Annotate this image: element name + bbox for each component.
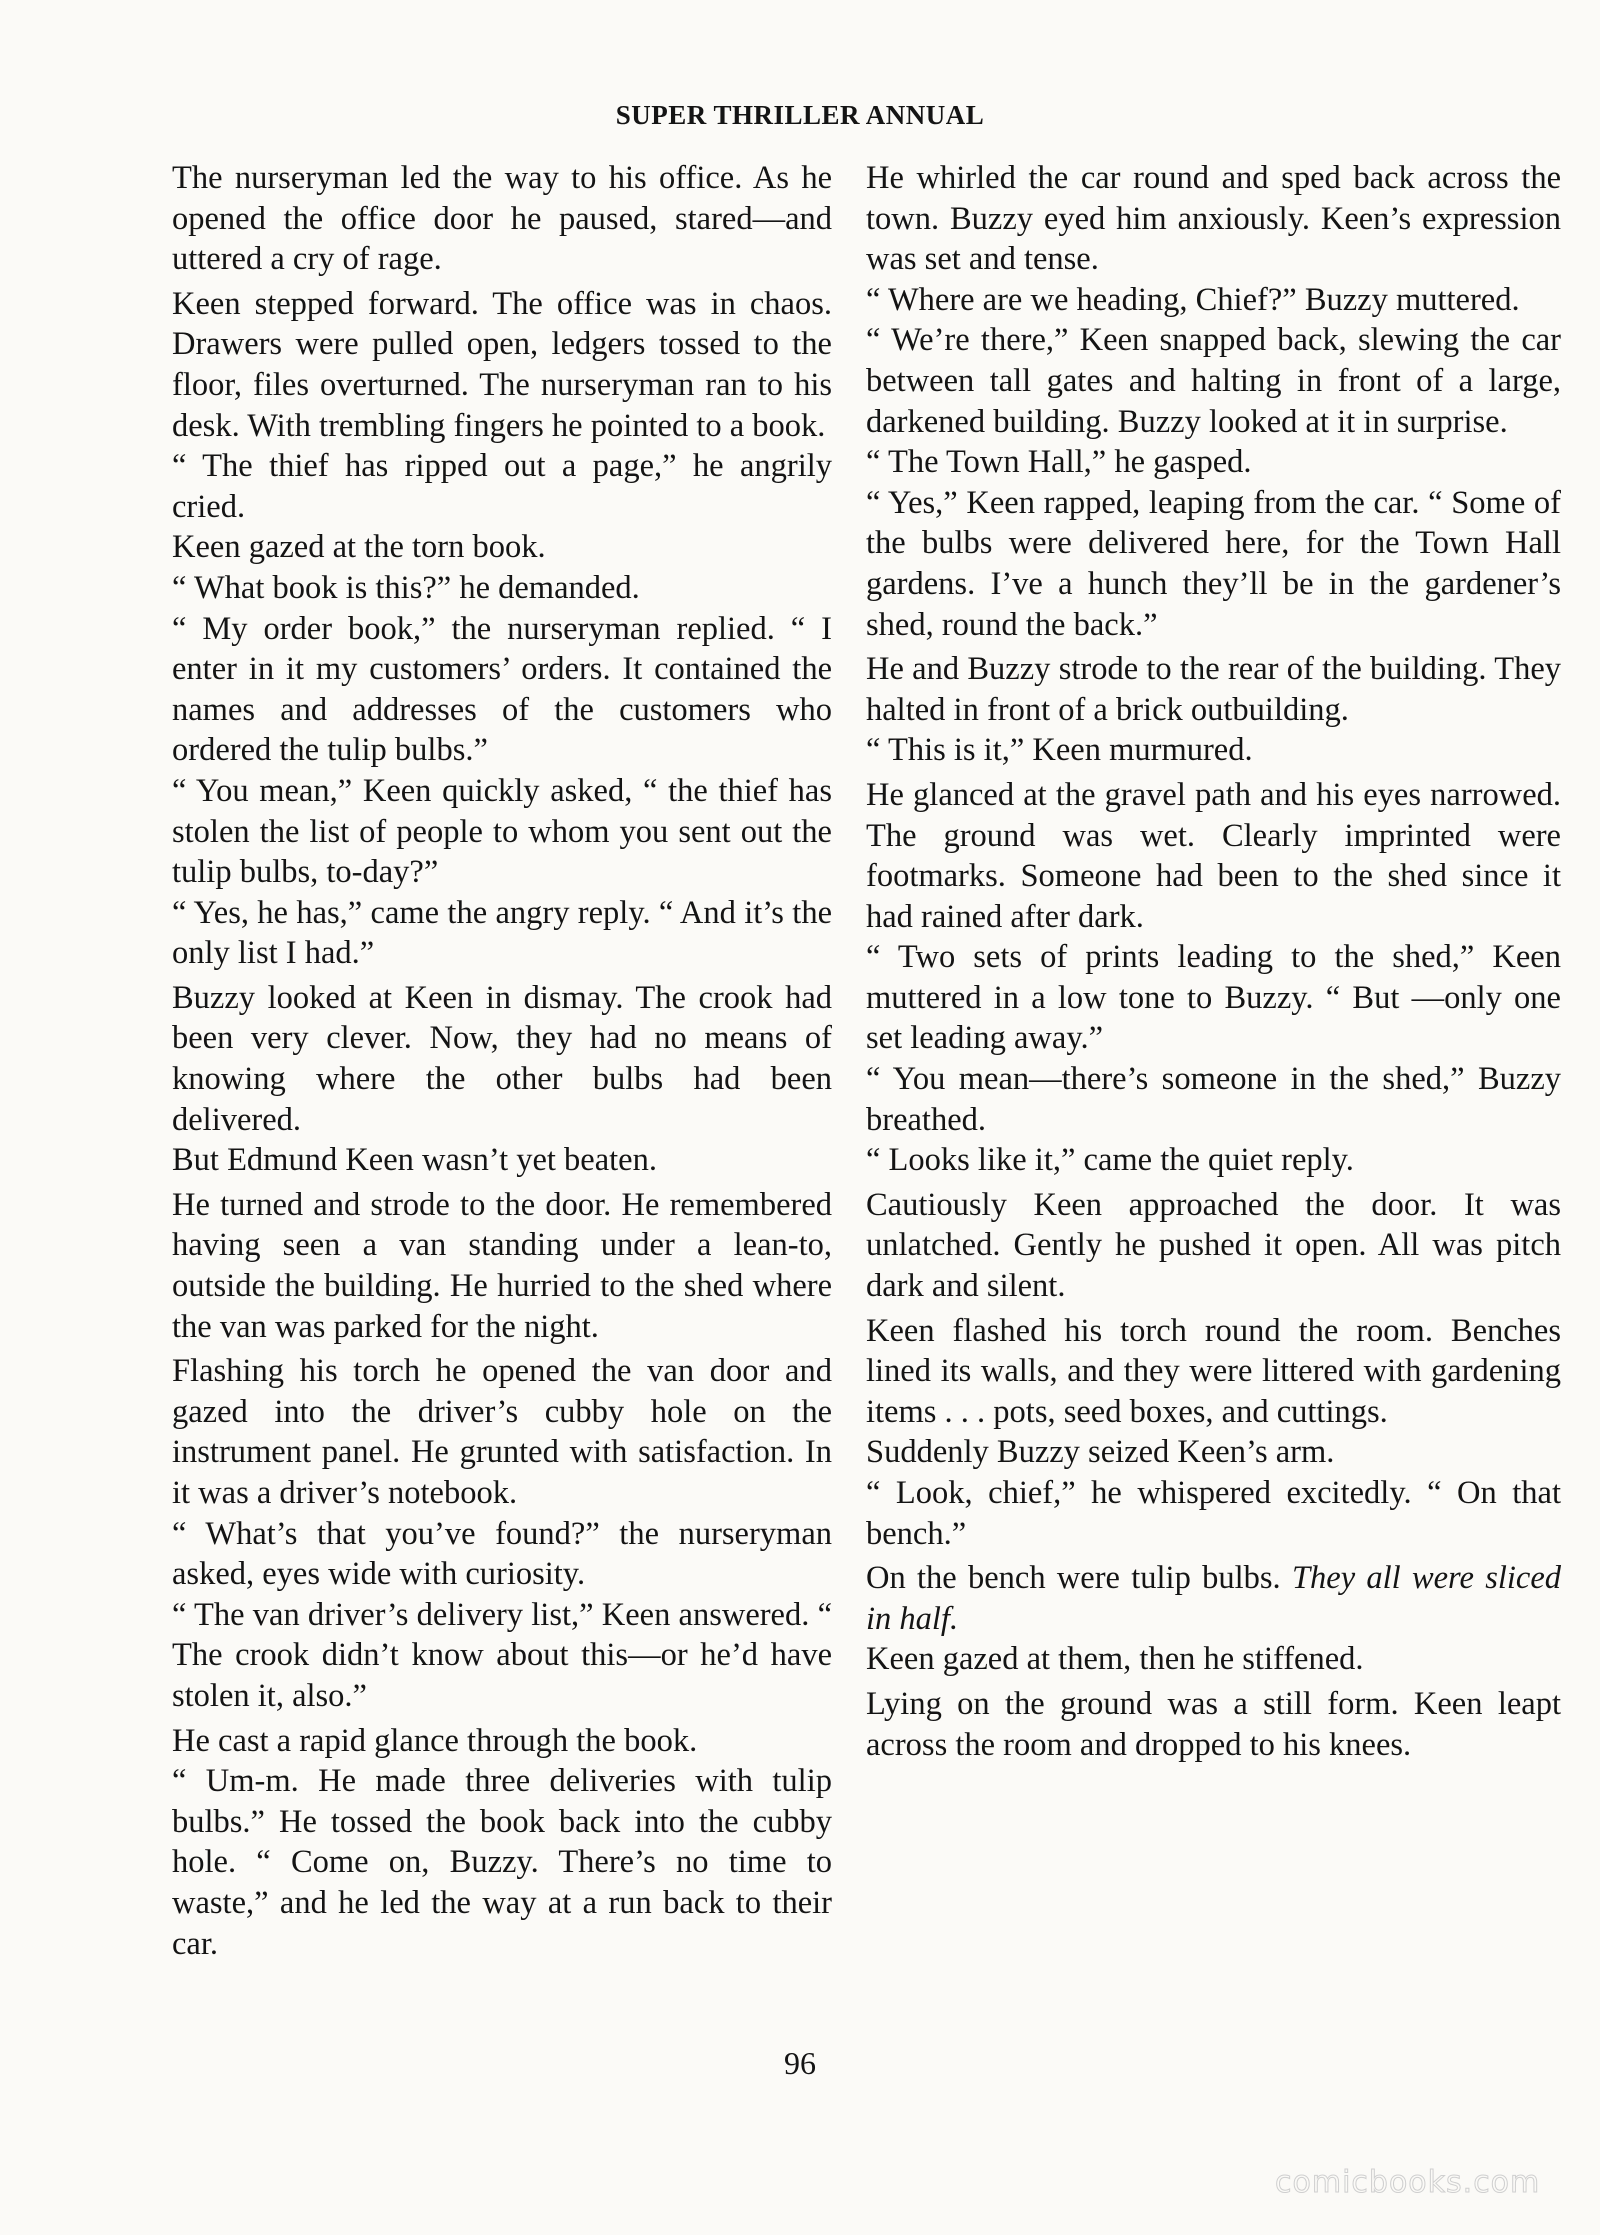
paragraph: “ Where are we heading, Chief?” Buzzy muttered. (866, 281, 1520, 318)
paragraph: He glanced at the gravel path and his eyes narrowed. The ground was wet. Clearly imprinted were footmarks. Someone had been to the shed since it had rained after dark. (866, 776, 1561, 935)
paragraph: “ Um-m. He made three deliveries with tulip bulbs.” He tossed the book back into the cubby hole. “ Come on, Buzzy. There’s no time to waste,” and he led the way at a run back to their car. (172, 1763, 832, 1962)
paragraph: Keen stepped forward. The office was in chaos. Drawers were pulled open, ledgers tossed to the floor, files overturned. The nurseryman ran to his desk. With trembling fingers he pointed to a book. (172, 285, 832, 444)
paragraph-with-italic (866, 1558, 1561, 1639)
paragraph: He turned and strode to the door. He remembered having seen a van standing under a lean-to, outside the building. He hurried to the shed where the van was parked for the night. (172, 1186, 832, 1345)
paragraph: Keen flashed his torch round the room. Benches lined its walls, and they were littered with gardening items . . . pots, seed boxes, and cuttings. (866, 1312, 1561, 1430)
paragraph: He and Buzzy strode to the rear of the building. They halted in front of a brick outbuilding. (866, 651, 1561, 728)
paragraph: “ The thief has ripped out a page,” he angrily cried. (172, 448, 832, 525)
paragraph: Suddenly Buzzy seized Keen’s arm. (866, 1434, 1335, 1471)
paragraph: Flashing his torch he opened the van door and gazed into the driver’s cubby hole on the instrument panel. He grunted with satisfaction. In it was a driver’s notebook. (172, 1353, 832, 1511)
paragraph: “ You mean,” Keen quickly asked, “ the thief has stolen the list of people to whom you sent out the tulip bulbs, to-day?” (172, 772, 832, 891)
paragraph: “ The van driver’s delivery list,” Keen answered. “ The crook didn’t know about this—or he’d have stolen it, also.” (172, 1596, 832, 1714)
paragraph: He whirled the car round and sped back across the town. Buzzy eyed him anxiously. Keen’s expression was set and tense. (866, 160, 1561, 278)
paragraph: “ Two sets of prints leading to the shed,” Keen muttered in a low tone to Buzzy. “ But —only one set leading away.” (866, 939, 1561, 1057)
watermark: comicbooks.com (1275, 2165, 1541, 2200)
paragraph: Keen gazed at them, then he stiffened. (866, 1641, 1364, 1678)
paragraph: But Edmund Keen wasn’t yet beaten. (172, 1142, 657, 1179)
paragraph: “ We’re there,” Keen snapped back, slewing the car between tall gates and halting in front of a large, darkened building. Buzzy looked at it in surprise. (866, 322, 1561, 440)
left-text-column (172, 158, 832, 1964)
paragraph: “ What book is this?” he demanded. (172, 569, 640, 606)
paragraph: “ My order book,” the nurseryman replied. “ I enter in it my customers’ orders. It contained the names and addresses of the customers who ordered the tulip bulbs.” (172, 610, 832, 769)
paragraph: “ What’s that you’ve found?” the nurseryman asked, eyes wide with curiosity. (172, 1515, 832, 1593)
paragraph: The nurseryman led the way to his office. As he opened the office door he paused, stared—and uttered a cry of rage. (172, 160, 832, 278)
paragraph: “ Yes, he has,” came the angry reply. “ And it’s the only list I had.” (172, 894, 832, 972)
paragraph: He cast a rapid glance through the book. (172, 1722, 698, 1759)
right-text-column (866, 158, 1561, 1765)
running-title: SUPER THRILLER ANNUAL (615, 100, 985, 130)
paragraph: Keen gazed at the torn book. (172, 529, 546, 566)
page-number: 96 (784, 2045, 816, 2081)
paragraph: “ Yes,” Keen rapped, leaping from the car. “ Some of the bulbs were delivered here, for the Town Hall gardens. I’ve a hunch they’ll be in the gardener’s shed, round the back.” (866, 484, 1561, 643)
paragraph: Lying on the ground was a still form. Keen leapt across the room and dropped to his knees. (866, 1685, 1561, 1763)
paragraph: “ Looks like it,” came the quiet reply. (866, 1142, 1354, 1179)
paragraph: Buzzy looked at Keen in dismay. The crook had been very clever. Now, they had no means of knowing where the other bulbs had been delivered. (172, 979, 832, 1138)
italic-phrase: They all were sliced in half. (866, 1560, 1562, 1637)
paragraph: “ The Town Hall,” he gasped. (866, 444, 1252, 481)
paragraph: “ This is it,” Keen murmured. (866, 732, 1253, 769)
paragraph: “ Look, chief,” he whispered excitedly. “ On that bench.” (866, 1475, 1561, 1552)
paragraph-lead: On the bench were tulip bulbs. (866, 1560, 1292, 1597)
paragraph: “ You mean—there’s someone in the shed,” Buzzy breathed. (866, 1061, 1561, 1138)
paragraph: Cautiously Keen approached the door. It was unlatched. Gently he pushed it open. All was pitch dark and silent. (866, 1186, 1561, 1305)
